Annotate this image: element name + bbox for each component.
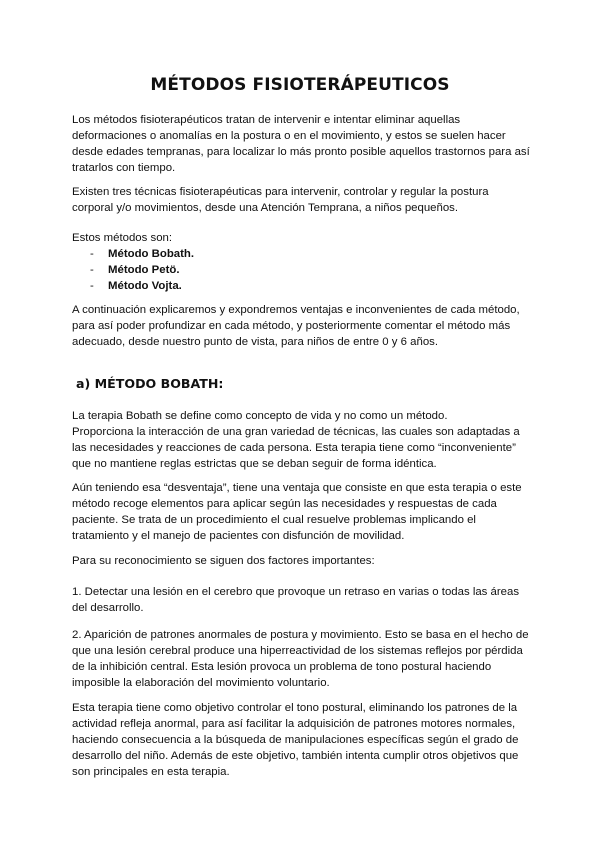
bobath-factor-2: 2. Aparición de patrones anormales de postura y movimiento. Esto se basa en el hecho de que una lesión cerebral produce una hiperreactividad de los sistemas reflejos por pérdida de la inhibición central. Esta lesión provoca un problema de tono postural haciendo imposible la elaboración del movimiento voluntario.: [72, 629, 529, 689]
bobath-factors-intro: Para su reconocimiento se siguen dos factores importantes:: [72, 555, 375, 567]
list-item: - Método Vojta.: [90, 280, 182, 292]
bobath-paragraph-3: Aún teniendo esa “desventaja”, tiene una ventaja que consiste en que esta terapia o este método recoge elementos para aplicar según las necesidades y respuestas de cada paciente. Se trata de un procedimiento el cual resuelve problemas implicando el tratamiento y el manejo de pacientes con disfunción de movilidad.: [72, 482, 522, 542]
methods-list-label: Estos métodos son:: [72, 232, 173, 244]
page-title: MÉTODOS FISIOTERÁPEUTICOS: [150, 75, 450, 95]
intro-paragraph-3: A continuación explicaremos y expondremos ventajas e inconvenientes de cada método, para así poder profundizar en cada método, y posteriormente comentar el método más adecuado, desde nuestro punto de vista, para niños de entre 0 y 6 años.: [72, 304, 520, 348]
intro-paragraph-1: Los métodos fisioterapéuticos tratan de intervenir e intentar eliminar aquellas deformaciones o anomalías en la postura o en el movimiento, y estos se suelen hacer desde edades tempranas, para localizar lo más pronto posible aquellos trastornos para así tratarlos con tiempo.: [72, 114, 530, 174]
list-item: - Método Petö.: [90, 264, 180, 276]
bobath-definition: La terapia Bobath se define como concepto de vida y no como un método.: [72, 410, 448, 422]
bobath-factor-1: 1. Detectar una lesión en el cerebro que provoque un retraso en varias o todas las áreas del desarrollo.: [72, 586, 520, 614]
bobath-objective: Esta terapia tiene como objetivo controlar el tono postural, eliminando los patrones de la actividad refleja anormal, para así facilitar la adquisición de patrones motores normales, haciendo consecuencia a la búsqueda de manipulaciones específicas según el grado de desarrollo del niño. Además de este objetivo, también intenta cumplir otros objetivos que son principales en esta terapia.: [72, 702, 519, 778]
list-item: - Método Bobath.: [90, 248, 195, 260]
section-heading-bobath: a) MÉTODO BOBATH:: [76, 376, 224, 391]
intro-paragraph-2: Existen tres técnicas fisioterapéuticas para intervenir, controlar y regular la postura corporal y/o movimientos, desde una Atención Temprana, a niños pequeños.: [72, 186, 489, 214]
methods-list: [90, 246, 390, 294]
bobath-paragraph-2: Proporciona la interacción de una gran variedad de técnicas, las cuales son adaptadas a las necesidades y reacciones de cada persona. Esta terapia tiene como “inconveniente” que no mantiene reglas estrictas que se deban seguir de forma idéntica.: [72, 426, 520, 470]
